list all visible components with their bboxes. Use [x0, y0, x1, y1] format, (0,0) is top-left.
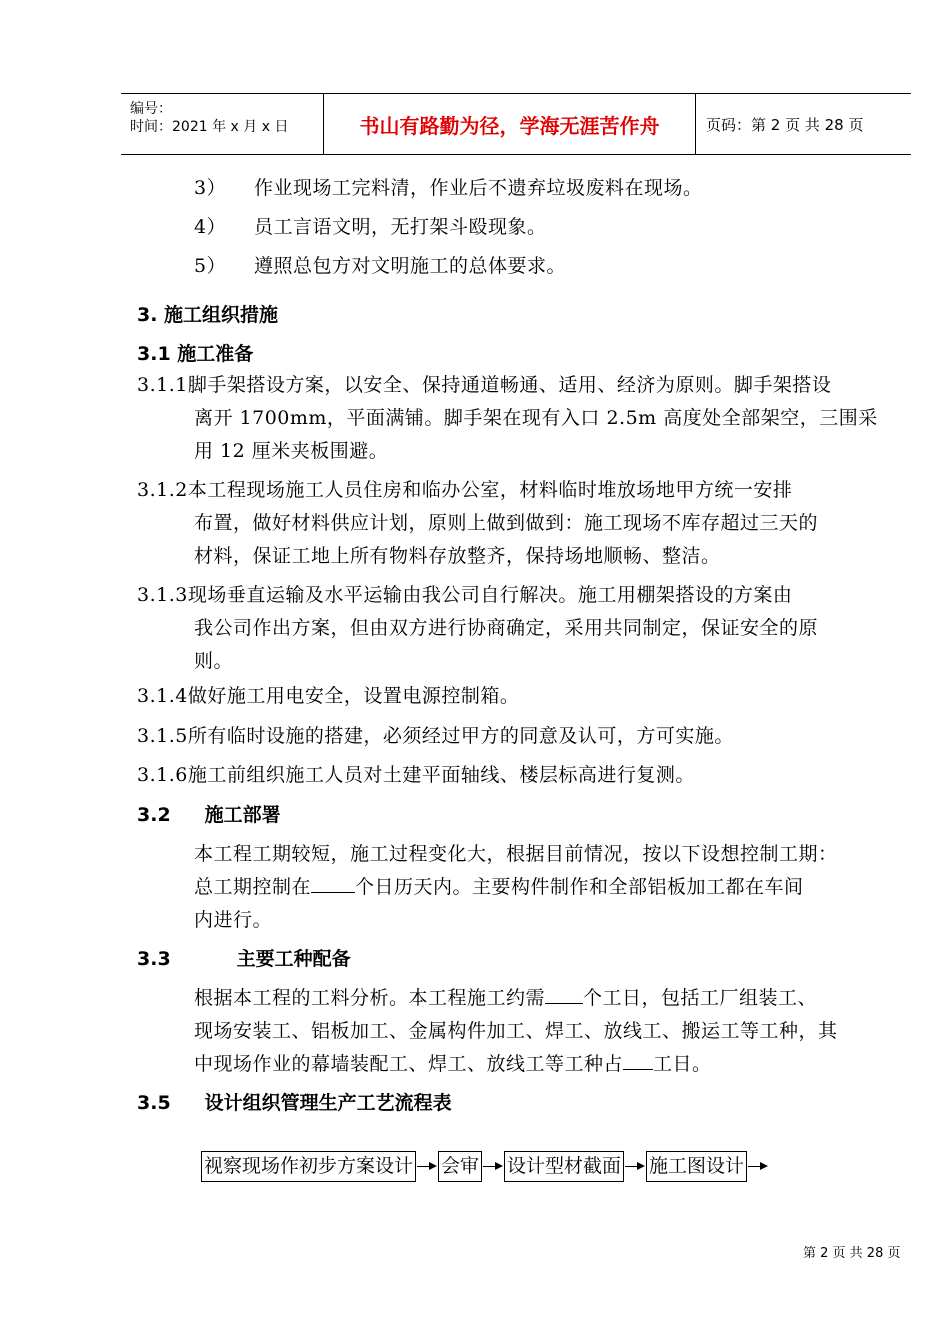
section-number: 3.3: [137, 948, 171, 970]
header-motto: 书山有路勤为径，学海无涯苦作舟: [324, 94, 696, 154]
list-item-text: 遵照总包方对文明施工的总体要求。: [254, 255, 567, 277]
text-segment: 个工日，包括工厂组装工、: [583, 987, 818, 1009]
section-heading-3-2: [137, 799, 281, 832]
blank-underline: [623, 1049, 653, 1070]
section-number: 3.5: [137, 1092, 171, 1114]
blank-underline: [545, 983, 583, 1004]
paragraph-line: [194, 871, 804, 904]
section-heading-3-3: [137, 943, 351, 976]
section-heading-3-5: [137, 1087, 452, 1120]
section-number: 3.2: [137, 804, 171, 826]
paragraph-line: 3.1.2本工程现场施工人员住房和临办公室，材料临时堆放场地甲方统一安排: [137, 479, 793, 501]
paragraph-line: 用 12 厘米夹板围避。: [194, 440, 389, 462]
paragraph-line: 布置，做好材料供应计划，原则上做到做到：施工现场不库存超过三天的: [194, 512, 819, 534]
text-segment: 根据本工程的工料分析。本工程施工约需: [194, 987, 546, 1009]
page-footer: 第 2 页 共 28 页: [803, 1246, 901, 1261]
list-item-number: 4）: [194, 216, 227, 238]
paragraph-line: 材料，保证工地上所有物料存放整齐，保持场地顺畅、整洁。: [194, 545, 721, 567]
list-item: [194, 172, 703, 205]
section-heading-3: 3. 施工组织措施: [137, 304, 279, 326]
arrow-right-icon: [482, 1151, 504, 1182]
list-item-text: 作业现场工完料清，作业后不遗弃垃圾废料在现场。: [254, 177, 703, 199]
flow-step: 设计型材截面: [504, 1151, 624, 1182]
paragraph-line: 内进行。: [194, 909, 273, 931]
text-segment: 个日历天内。主要构件制作和全部铝板加工都在车间: [355, 876, 804, 898]
section-heading-3-1: 3.1 施工准备: [137, 343, 254, 365]
list-item-text: 员工言语文明，无打架斗殴现象。: [254, 216, 547, 238]
list-item-number: 3）: [194, 177, 227, 199]
paragraph-line: [194, 982, 817, 1015]
paragraph-line: 则。: [194, 650, 234, 672]
arrow-right-icon: [624, 1151, 646, 1182]
header-page-label: 页码：第 2 页 共 28 页: [706, 115, 864, 134]
number-label: 编号：: [130, 101, 172, 117]
flow-step: 视察现场作初步方案设计: [201, 1151, 416, 1182]
paragraph-line: 我公司作出方案，但由双方进行协商确定，采用共同制定，保证安全的原: [194, 617, 819, 639]
paragraph-line: 3.1.3现场垂直运输及水平运输由我公司自行解决。施工用棚架搭设的方案由: [137, 584, 793, 606]
page-header: [121, 93, 911, 155]
text-segment: 工日。: [653, 1053, 712, 1075]
header-meta-cell: [121, 94, 324, 154]
text-segment: 中现场作业的幕墙装配工、焊工、放线工等工种占: [194, 1053, 624, 1075]
paragraph-line: 3.1.4做好施工用电安全，设置电源控制箱。: [137, 685, 520, 707]
section-title: 施工部署: [204, 804, 281, 826]
list-item: [194, 250, 566, 283]
section-title: 设计组织管理生产工艺流程表: [204, 1092, 452, 1114]
paragraph-line: 本工程工期较短，施工过程变化大，根据目前情况，按以下设想控制工期：: [194, 843, 838, 865]
process-flowchart: [201, 1151, 769, 1182]
flow-step: 施工图设计: [646, 1151, 747, 1182]
arrow-right-icon: [747, 1151, 769, 1182]
paragraph-line: [194, 1048, 712, 1081]
paragraph-line: 现场安装工、铝板加工、金属构件加工、焊工、放线工、搬运工等工种，其: [194, 1020, 838, 1042]
paragraph-line: 3.1.5所有临时设施的搭建，必须经过甲方的同意及认可，方可实施。: [137, 725, 734, 747]
text-segment: 总工期控制在: [194, 876, 312, 898]
section-title: 主要工种配备: [236, 948, 351, 970]
list-item: [194, 211, 547, 244]
list-item-number: 5）: [194, 255, 227, 277]
blank-underline: [311, 872, 355, 893]
paragraph-line: 3.1.6施工前组织施工人员对土建平面轴线、楼层标高进行复测。: [137, 764, 695, 786]
paragraph-line: 3.1.1脚手架搭设方案，以安全、保持通道畅通、适用、经济为原则。脚手架搭设: [137, 374, 832, 396]
flow-step: 会审: [438, 1151, 482, 1182]
arrow-right-icon: [416, 1151, 438, 1182]
paragraph-line: 离开 1700mm，平面满铺。脚手架在现有入口 2.5m 高度处全部架空，三围采: [194, 407, 878, 429]
time-label: 时间：2021 年 x 月 x 日: [130, 119, 289, 135]
